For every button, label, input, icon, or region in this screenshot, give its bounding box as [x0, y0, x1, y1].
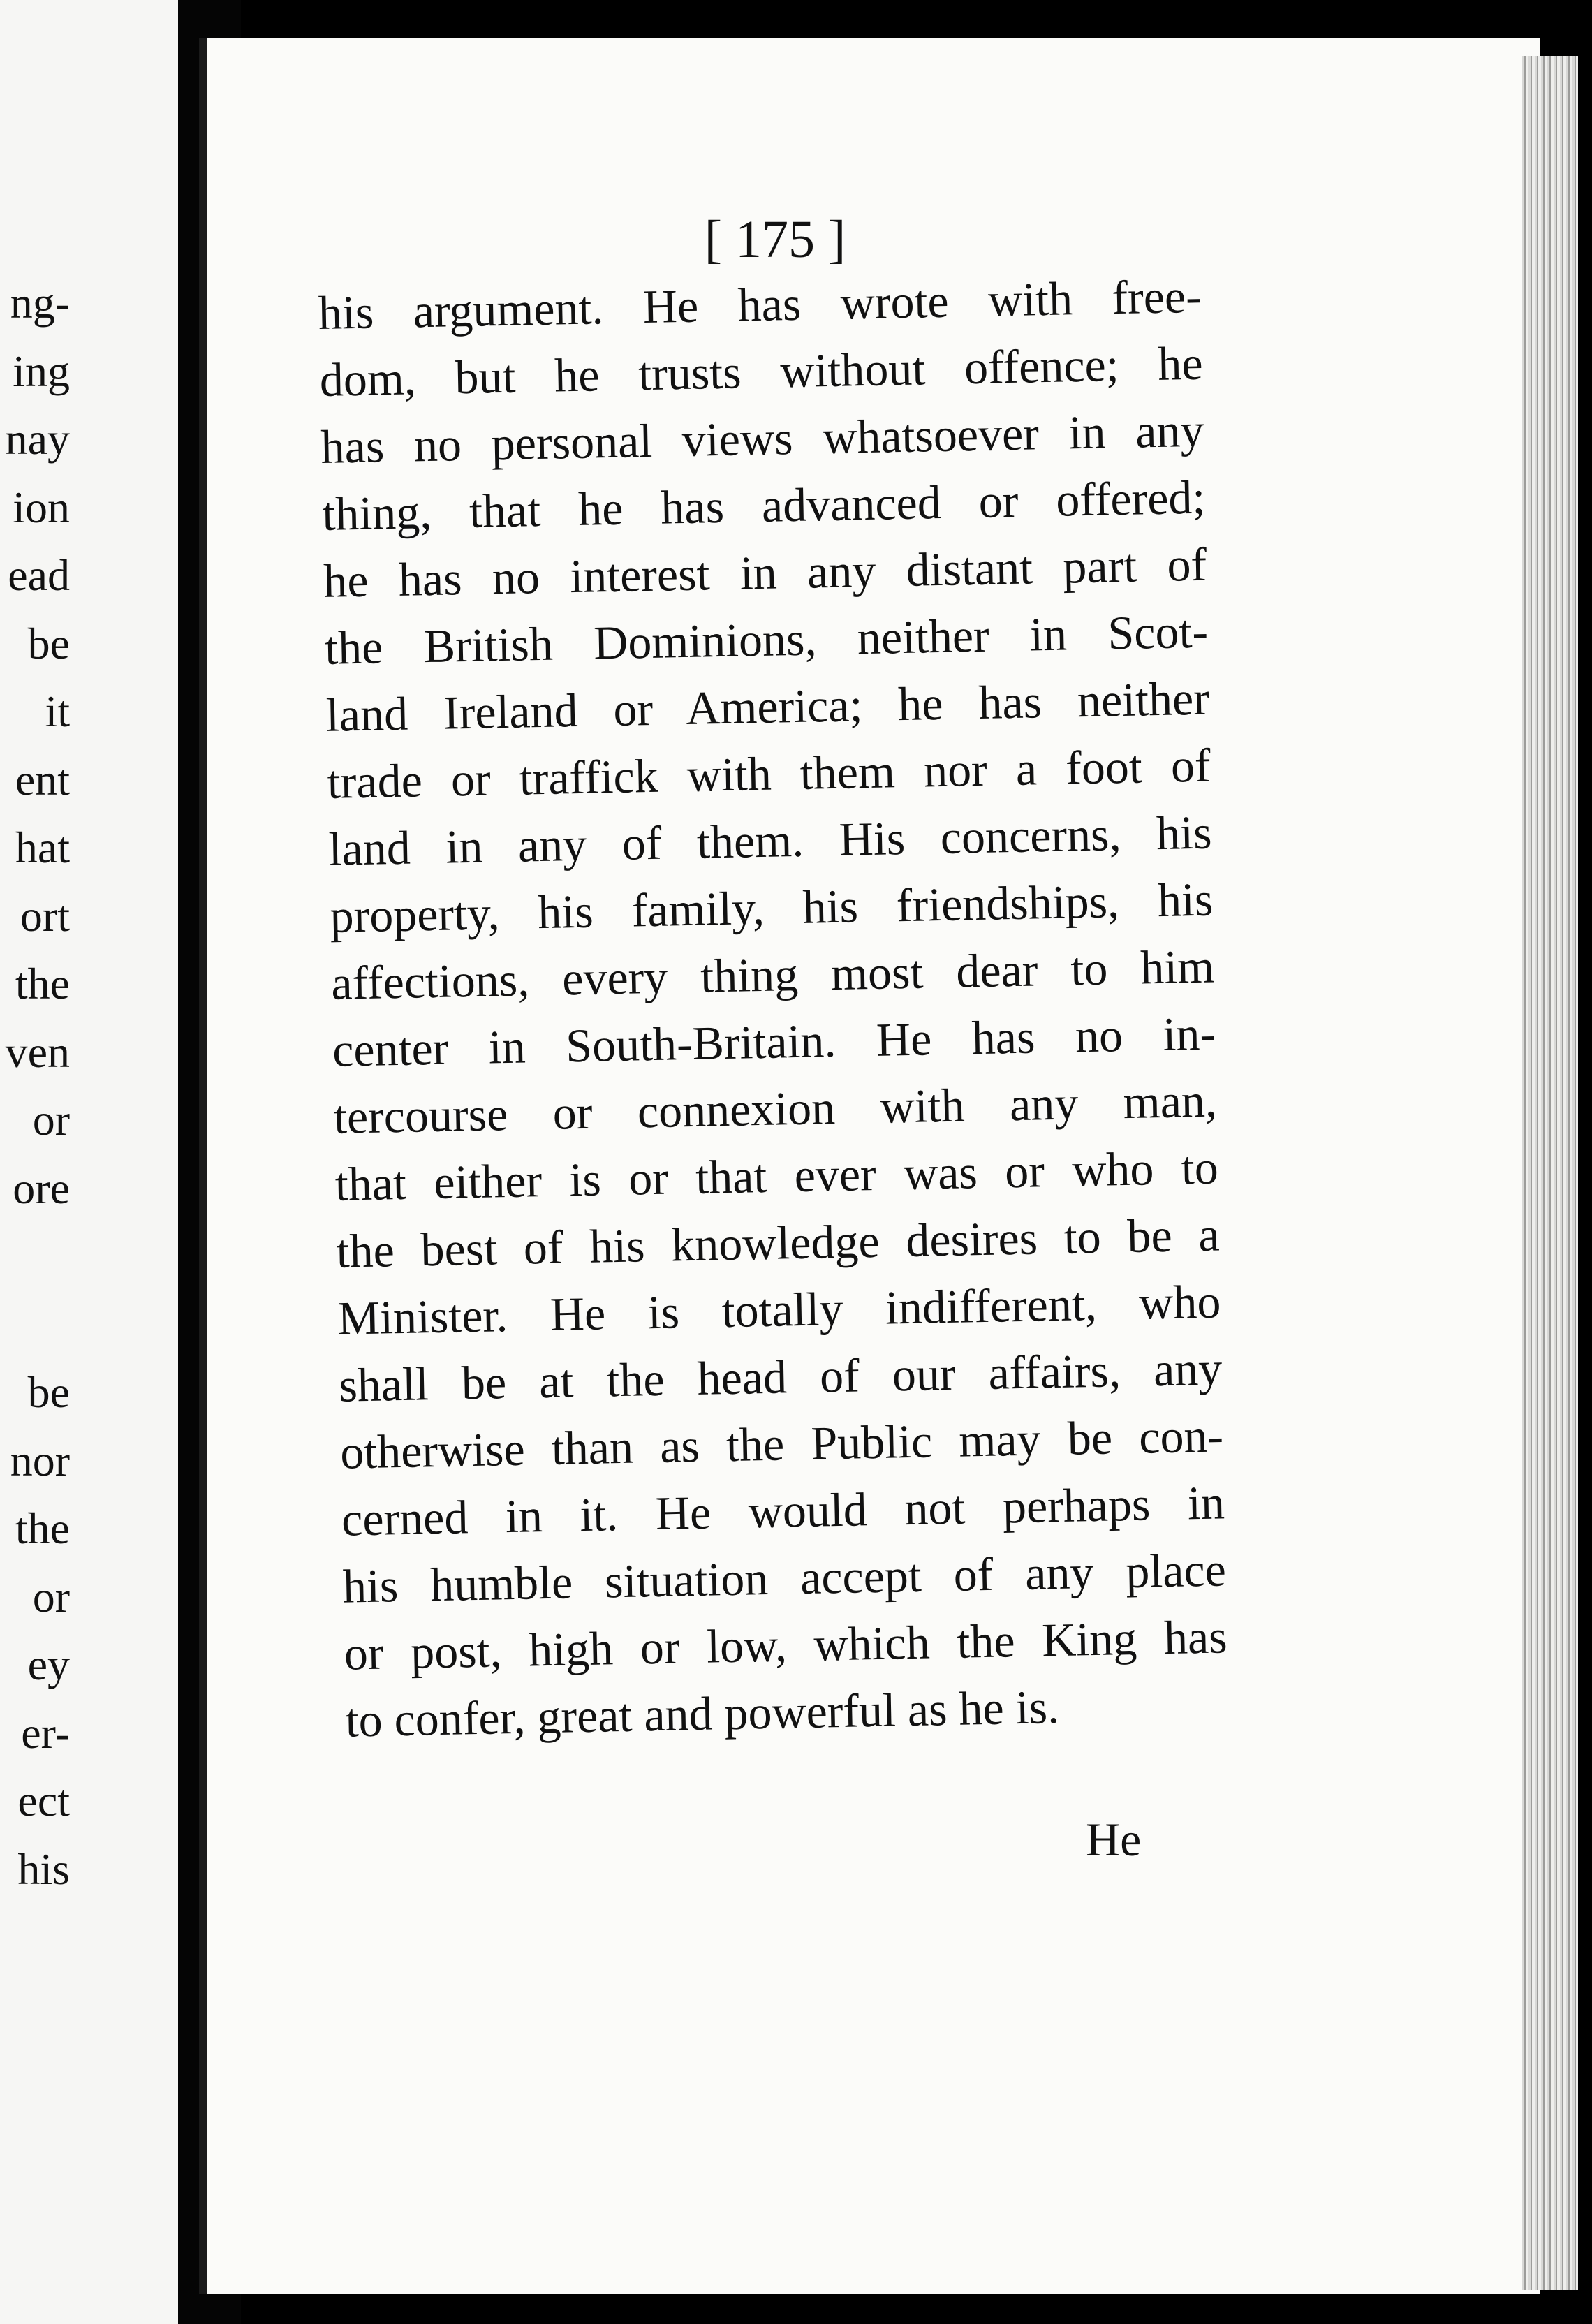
edge-fragment: er- [21, 1707, 70, 1758]
text-line: land in any of them. His concerns, his [327, 805, 1213, 876]
text-line: center in South-Britain. He has no in- [332, 1006, 1216, 1077]
edge-fragment: the [15, 959, 70, 1008]
left-page-fragment [0, 0, 178, 2324]
edge-fragment [0, 1222, 70, 1290]
text-line: thing, that he has advanced or offered; [321, 470, 1206, 540]
edge-fragment: ion [13, 482, 70, 532]
edge-fragment: it [45, 686, 70, 736]
text-line: tercourse or connexion with any man, [333, 1073, 1218, 1144]
text-line: Minister. He is totally indifferent, who [337, 1274, 1222, 1345]
edge-fragment: nor [10, 1435, 70, 1485]
text-line: he has no interest in any distant part of [323, 537, 1207, 608]
text-line: cerned in it. He would not perhaps in [341, 1476, 1225, 1546]
text-line: has no personal views whatsoever in any [320, 403, 1205, 473]
page-number: [ 175 ] [704, 210, 846, 269]
edge-fragment: his [17, 1844, 70, 1894]
edge-fragment: hat [15, 823, 70, 872]
edge-fragment: ven [5, 1027, 70, 1077]
text-line: that either is or that ever was or who to [334, 1140, 1219, 1211]
text-line: dom, but he trusts without offence; he [319, 336, 1204, 406]
catchword: He [1086, 1813, 1142, 1866]
edge-fragment: ead [8, 550, 70, 600]
edge-fragment: ort [20, 890, 70, 941]
text-line: affections, every thing most dear to him [330, 939, 1215, 1010]
left-page-edge-text [0, 269, 70, 1903]
text-line: property, his family, his friendships, his [329, 872, 1214, 943]
edge-fragment: ing [13, 346, 70, 396]
text-line: or post, high or low, which the King has [344, 1610, 1228, 1680]
text-line: trade or traffick with them nor a foot of [327, 738, 1211, 809]
text-line: to confer, great and powerful as he is. [344, 1679, 1060, 1747]
text-line: the best of his knowledge desires to be a [335, 1207, 1221, 1278]
text-line: his argument. He has wrote with free- [318, 269, 1202, 339]
body-text [318, 263, 1229, 1754]
text-line: his humble situation accept of any place [342, 1543, 1227, 1613]
edge-fragment: be [27, 1367, 70, 1417]
edge-fragment: or [32, 1095, 70, 1145]
edge-fragment: ore [13, 1163, 70, 1213]
edge-fragment [0, 1290, 70, 1359]
edge-fragment: nay [5, 414, 70, 464]
text-line: otherwise than as the Public may be con- [339, 1409, 1224, 1479]
edge-fragment: ent [15, 754, 70, 804]
edge-fragment: or [32, 1571, 70, 1621]
edge-fragment: ect [17, 1776, 70, 1825]
edge-fragment: be [27, 618, 70, 668]
text-line: the British Dominions, neither in Scot- [324, 604, 1209, 675]
edge-fragment: ng- [10, 278, 70, 328]
page-edges [1522, 56, 1578, 2290]
text-line: land Ireland or America; he has neither [325, 671, 1210, 742]
edge-fragment: ey [27, 1640, 70, 1689]
text-line: shall be at the head of our affairs, any [338, 1341, 1223, 1412]
edge-fragment: the [15, 1503, 70, 1553]
